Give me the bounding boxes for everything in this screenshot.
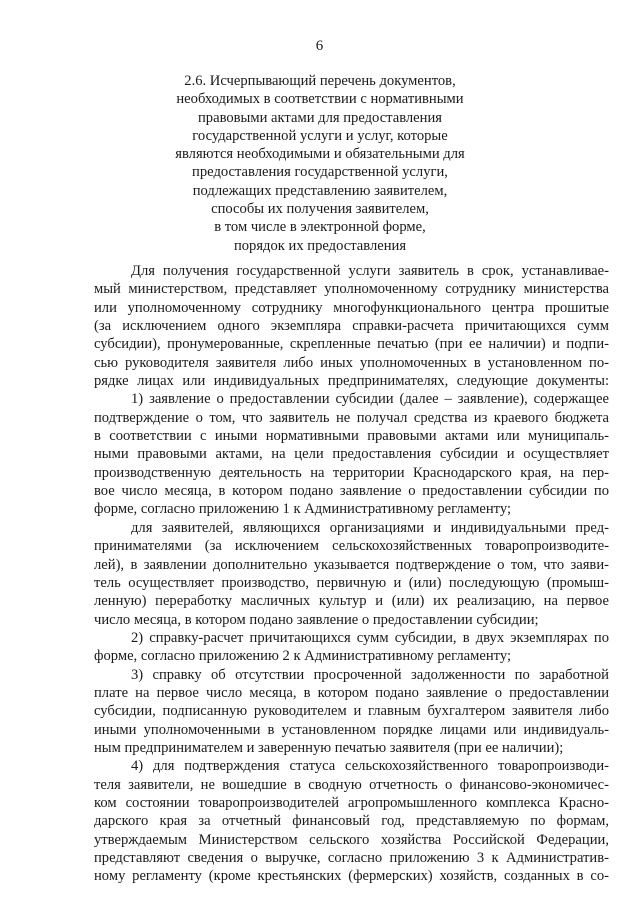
heading-line: правовыми актами для предоставления [197, 109, 442, 126]
heading-line: в том числе в электронной форме, [214, 219, 426, 236]
text-line: мый министерством, представляет уполномоченному сотруднику министерства [94, 281, 609, 298]
text-line: утверждаемым Министерством сельского хозяйства Российской Федерации, [94, 831, 609, 848]
text-line: форме, согласно приложению 2 к Административному регламенту; [94, 648, 511, 665]
text-line: ными правовыми актами, на цели предоставления субсидии и осуществляет [94, 446, 609, 463]
text-line: число месяца, в котором подано заявление о предоставлении субсидии; [94, 611, 539, 628]
heading-line: порядок их предоставления [233, 237, 407, 254]
text-line: плате на первое число месяца, в котором подано заявление о предоставлении [94, 684, 609, 701]
text-line: (за исключением одного экземпляра справки-расчета причитающихся сумм [94, 318, 609, 335]
heading-line: являются необходимыми и обязательными для [175, 146, 465, 163]
text-line: представляют сведения о выручке, согласно приложению 3 к Административ- [94, 850, 609, 866]
paragraph-item-4 [94, 757, 609, 885]
document-body [94, 262, 609, 886]
text-line: ком состоянии товаропроизводителей агропромышленного комплекса Красно- [94, 794, 609, 811]
heading-line: подлежащих представлению заявителем, [192, 182, 448, 199]
paragraph-item-1 [94, 390, 609, 518]
section-heading [0, 72, 639, 255]
paragraph-intro [94, 262, 609, 390]
text-line: теля заявители, не вошедшие в сводную отчетность о финансово-экономичес- [94, 776, 609, 793]
text-line: ленную) переработку масличных культур и (или) их реализацию, на первое [94, 593, 609, 610]
text-line: 1) заявление о предоставлении субсидии (далее – заявление), содержащее [131, 391, 609, 408]
text-line: производственную деятельность на территории Краснодарского края, на пер- [94, 464, 609, 481]
text-line: 4) для подтверждения статуса сельскохозяйственного товаропроизводи- [131, 758, 609, 775]
text-line: или уполномоченному сотруднику многофункционального центра прошитые [94, 299, 609, 316]
text-line: 3) справку об отсутствии просроченной задолженности по заработной [131, 666, 609, 683]
text-line: подтверждение о том, что заявитель не получал средства из краевого бюджета [94, 409, 609, 426]
text-line: ному регламенту (кроме крестьянских (фермерских) хозяйств, созданных в со- [94, 868, 609, 885]
paragraph-organizations [94, 519, 609, 629]
text-line: вое число месяца, в котором подано заявление о предоставлении субсидии по [94, 483, 609, 500]
text-line: принимателями (за исключением сельскохозяйственных товаропроизводите- [94, 538, 609, 555]
text-line: сью руководителя заявителя либо иных уполномоченных в установленном по- [94, 354, 609, 371]
text-line: лей), в заявлении дополнительно указывается подтверждение о том, что заяви- [94, 556, 609, 573]
text-line: в соответствии с иными нормативными правовыми актами или муниципаль- [94, 428, 609, 445]
heading-line: 2.6. Исчерпывающий перечень документов, [184, 73, 456, 89]
text-line: рядке лицах или индивидуальных предпринимателях, следующие документы: [94, 373, 609, 390]
page-number: 6 [315, 38, 324, 54]
text-line: дарского края за отчетный финансовый год, представляемую по формам, [94, 813, 609, 830]
paragraph-item-3 [94, 666, 609, 758]
heading-line: предоставления государственной услуги, [192, 164, 448, 181]
text-line: ным предпринимателем и заверенную печатью заявителя (при ее наличии); [94, 739, 564, 756]
text-line: субсидии, подписанную руководителем и главным бухгалтером заявителя либо [94, 703, 609, 720]
paragraph-item-2 [94, 629, 609, 666]
heading-line: государственной услуги и услуг, которые [192, 127, 448, 144]
heading-line: необходимых в соответствии с нормативными [176, 91, 464, 108]
heading-line: способы их получения заявителем, [211, 201, 429, 218]
text-line: субсидии), пронумерованные, скрепленные печатью (при ее наличии) и подпи- [94, 336, 609, 353]
text-line: для заявителей, являющихся организациями и индивидуальными пред- [131, 519, 609, 536]
text-line: тель осуществляет производство, первичную и (или) последующую (промыш- [94, 574, 609, 591]
text-line: форме, согласно приложению 1 к Административному регламенту; [94, 501, 511, 518]
text-line: Для получения государственной услуги заявитель в срок, устанавливае- [131, 263, 609, 279]
text-line: иными уполномоченными в установленном порядке лицами или индивидуаль- [94, 721, 609, 738]
text-line: 2) справку-расчет причитающихся сумм субсидии, в двух экземплярах по [131, 629, 609, 646]
